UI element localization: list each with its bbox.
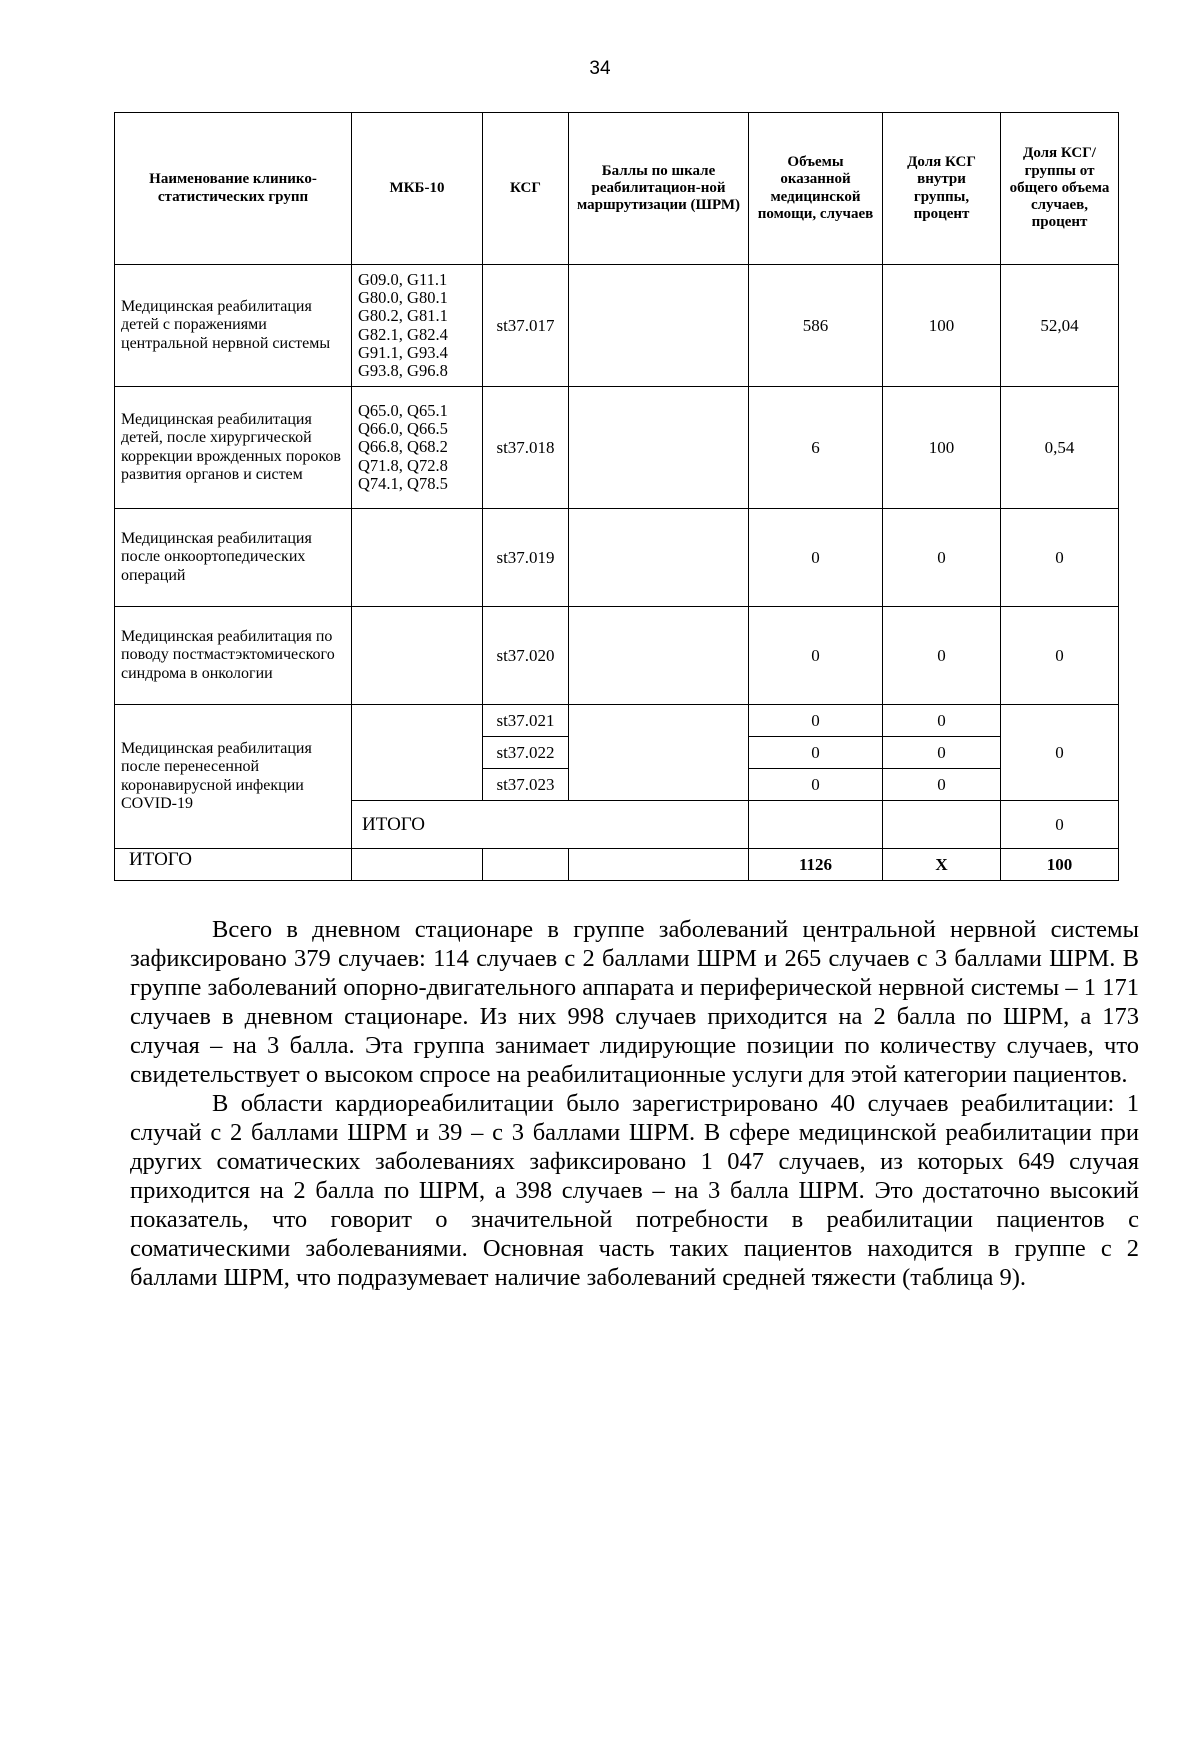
row-share-in-group: 100 [883,265,1001,387]
total-shrm [569,849,749,881]
row-shrm [569,509,749,607]
table-row [115,387,1119,509]
row-ksg: st37.019 [483,509,569,607]
icd10-code-line: G80.2, G81.1 [358,306,448,326]
total-icd10 [352,849,483,881]
row-share-total: 0,54 [1001,387,1119,509]
icd10-code-line: G93.8, G96.8 [358,360,448,380]
total-share-in-group: Х [883,849,1001,881]
rehab-ksg-table [114,112,1119,881]
row-group-name: Медицинская реабилитация после онкоортопедических операций [115,509,352,607]
total-share-total: 100 [1001,849,1119,881]
row-shrm [569,387,749,509]
row-share-total: 0 [1001,607,1119,705]
row-ksg: st37.020 [483,607,569,705]
table-row [115,265,1119,387]
table-row [115,509,1119,607]
icd10-code-line: G09.0, G11.1 [358,270,448,290]
row-share-in-group: 0 [883,705,1001,737]
row-icd10-codes [352,607,483,705]
header-shrm: Баллы по шкале реабилитацион-ной маршрутизации (ШРМ) [569,113,749,265]
header-share-total: Доля КСГ/ группы от общего объема случаев, процент [1001,113,1119,265]
row-group-name: Медицинская реабилитация детей, после хирургической коррекции врожденных пороков развития органов и систем [115,387,352,509]
icd10-code-line: G80.0, G80.1 [358,288,448,308]
header-ksg: КСГ [483,113,569,265]
paragraph: Всего в дневном стационаре в группе заболеваний центральной нервной системы зафиксировано 379 случаев: 114 случаев с 2 баллами ШРМ и 265 случаев с 3 баллами ШРМ. В группе заболеваний опорно-двигательного аппарата и периферической нервной системы – 1 171 случаев в дневном стационаре. Из них 998 случаев приходится на 2 балла по ШРМ, а 173 случая – на 3 балла. Эта группа занимает лидирующие позиции по количеству случаев, что свидетельствует о высоком спросе на реабилитационные услуги для этой категории пациентов. [130,916,1139,1088]
total-row [115,849,1119,881]
row-volume: 0 [749,737,883,769]
row-ksg: st37.022 [483,737,569,769]
row-group-name: Медицинская реабилитация после перенесенной коронавирусной инфекции COVID-19 [115,705,352,849]
table-row [115,607,1119,705]
row-icd10-codes [352,265,483,387]
header-volume: Объемы оказанной медицинской помощи, случаев [749,113,883,265]
total-ksg [483,849,569,881]
total-volume: 1126 [749,849,883,881]
row-share-in-group: 0 [883,737,1001,769]
total-label: ИТОГО [115,849,352,881]
icd10-code-line: G91.1, G93.4 [358,342,448,362]
row-volume: 0 [749,509,883,607]
row-share-total: 0 [1001,509,1119,607]
row-volume: 0 [749,769,883,801]
subtotal-label: ИТОГО [352,801,749,849]
row-ksg: st37.017 [483,265,569,387]
row-volume: 6 [749,387,883,509]
row-ksg: st37.021 [483,705,569,737]
header-icd10: МКБ-10 [352,113,483,265]
subtotal-share-total: 0 [1001,801,1119,849]
header-group-name: Наименование клинико-статистических групп [115,113,352,265]
table-header-row [115,113,1119,265]
icd10-code-line: Q65.0, Q65.1 [358,401,448,421]
row-volume: 0 [749,607,883,705]
row-share-in-group: 0 [883,607,1001,705]
icd10-code-line: Q71.8, Q72.8 [358,455,448,475]
row-volume: 586 [749,265,883,387]
row-ksg: st37.018 [483,387,569,509]
icd10-code-line: G82.1, G82.4 [358,324,448,344]
row-icd10-codes [352,509,483,607]
row-share-in-group: 100 [883,387,1001,509]
row-shrm [569,265,749,387]
row-share-total: 52,04 [1001,265,1119,387]
row-volume: 0 [749,705,883,737]
paragraph: В области кардиореабилитации было зарегистрировано 40 случаев реабилитации: 1 случай с 2 баллами ШРМ и 39 – с 3 баллами ШРМ. В сфере медицинской реабилитации при других соматических заболеваниях зафиксировано 1 047 случаев, из которых 649 случая приходится на 2 балла по ШРМ, а 398 случаев – на 3 балла ШРМ. Это достаточно высокий показатель, что говорит о значительной потребности в реабилитации пациентов с соматическими заболеваниями. Основная часть таких пациентов находится в группе с 2 баллами ШРМ, что подразумевает наличие заболеваний средней тяжести (таблица 9). [130,1090,1139,1291]
row-shrm [569,705,749,801]
row-share-total: 0 [1001,705,1119,801]
row-group-name: Медицинская реабилитация по поводу постмастэктомического синдрома в онкологии [115,607,352,705]
page-number: 34 [589,58,611,79]
subtotal-volume [749,801,883,849]
icd10-code-line: Q66.8, Q68.2 [358,437,448,457]
row-icd10-codes [352,705,483,801]
icd10-code-line: Q66.0, Q66.5 [358,419,448,439]
row-icd10-codes [352,387,483,509]
header-share-in-group: Доля КСГ внутри группы, процент [883,113,1001,265]
row-ksg: st37.023 [483,769,569,801]
subtotal-share-in-group [883,801,1001,849]
table-row [115,705,1119,737]
row-shrm [569,607,749,705]
body-text [130,915,1139,1292]
row-share-in-group: 0 [883,769,1001,801]
icd10-code-line: Q74.1, Q78.5 [358,473,448,493]
row-group-name: Медицинская реабилитация детей с поражениями центральной нервной системы [115,265,352,387]
row-share-in-group: 0 [883,509,1001,607]
